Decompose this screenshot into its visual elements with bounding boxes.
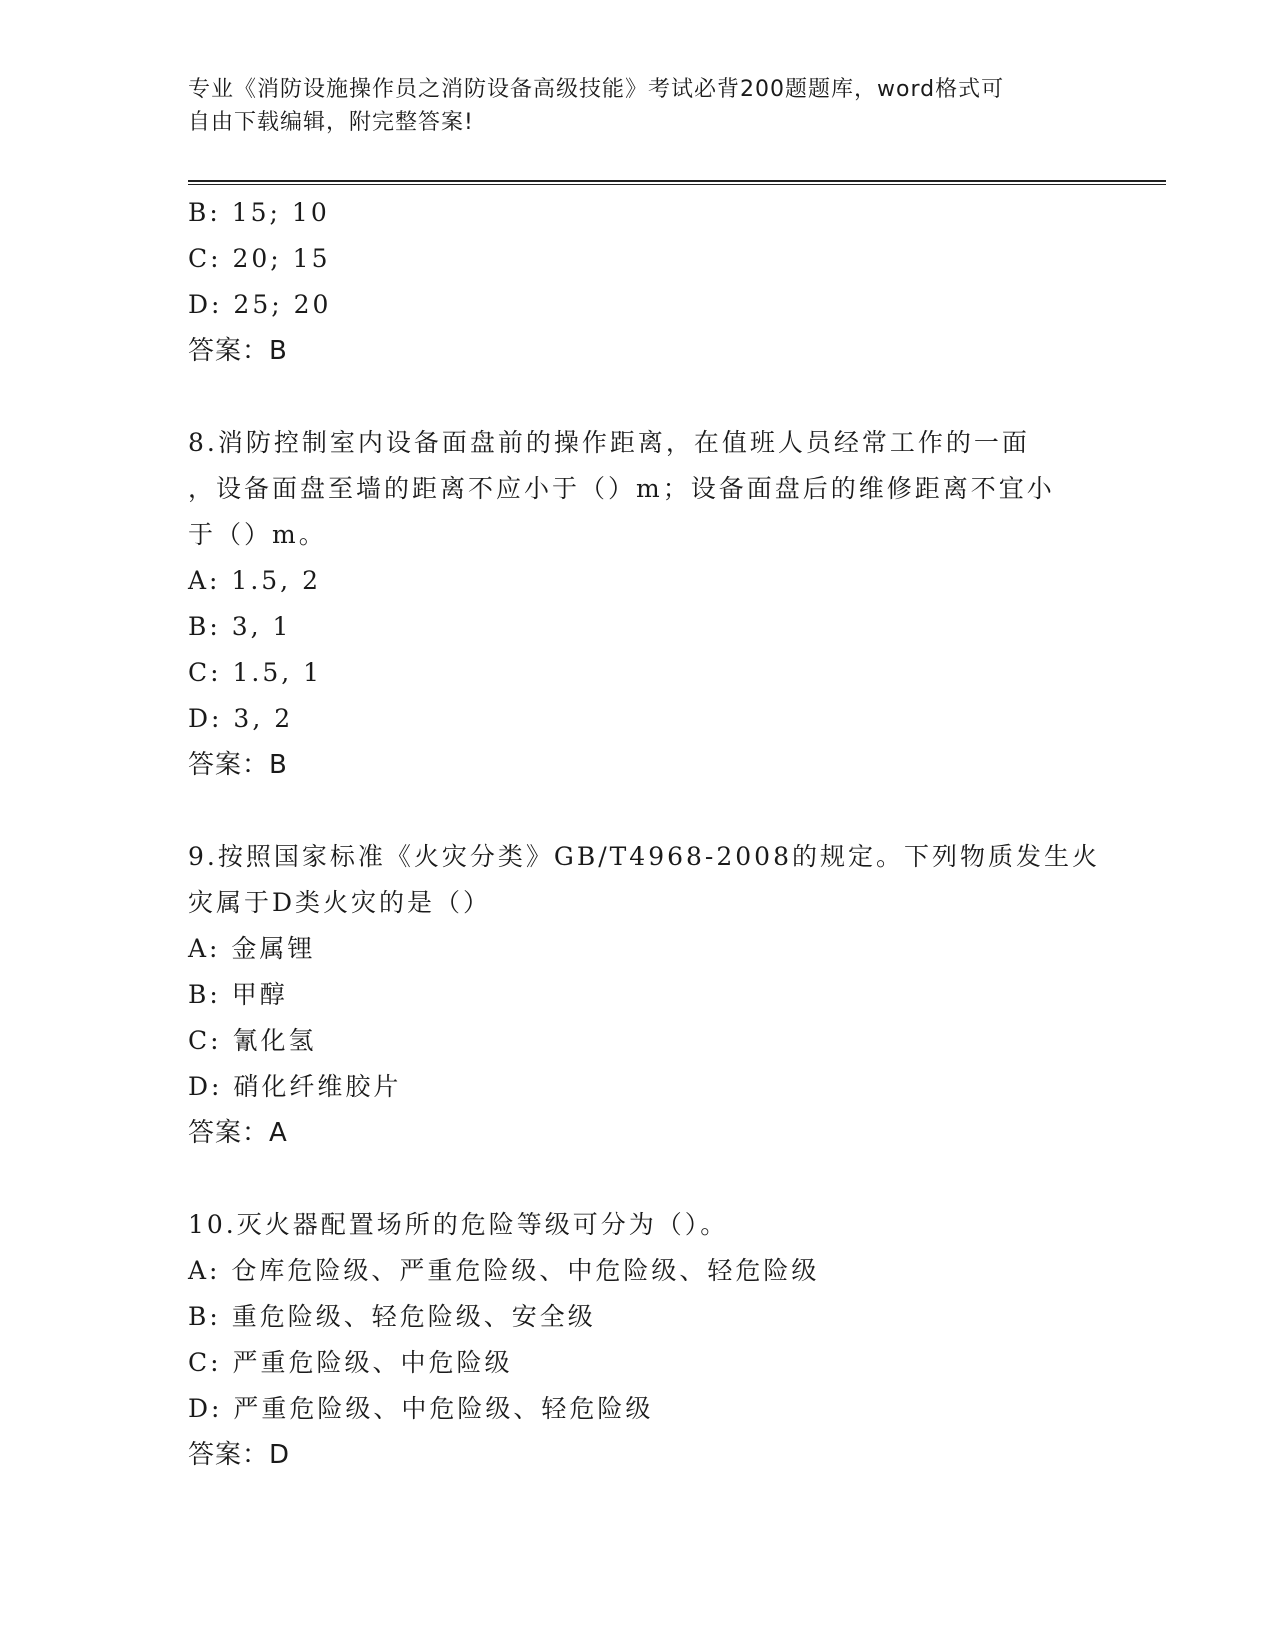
option-d: D: 硝化纤维胶片 <box>188 1072 402 1101</box>
option-b: B: 3, 1 <box>188 612 292 641</box>
question-text: 于（）m。 <box>188 520 327 549</box>
question-text: 10.灭火器配置场所的危险等级可分为（）。 <box>188 1210 729 1239</box>
answer-line: 答案：B <box>188 750 288 780</box>
option-b: B: 15; 10 <box>188 198 330 227</box>
option-b: B: 重危险级、轻危险级、安全级 <box>188 1302 596 1331</box>
option-d: D: 严重危险级、中危险级、轻危险级 <box>188 1394 654 1423</box>
question-block-10 <box>188 1202 1088 1478</box>
option-a: A: 仓库危险级、严重危险级、中危险级、轻危险级 <box>188 1256 820 1285</box>
question-text: ，设备面盘至墙的距离不应小于（）m；设备面盘后的维修距离不宜小 <box>188 474 1055 503</box>
option-d: D: 3, 2 <box>188 704 294 733</box>
question-block-9 <box>188 834 1100 1156</box>
header-divider-thick <box>188 180 1166 182</box>
option-b: B: 甲醇 <box>188 980 288 1009</box>
document-header <box>188 73 1088 139</box>
option-c: C: 20; 15 <box>188 244 331 273</box>
question-text: 9.按照国家标准《火灾分类》GB/T4968-2008的规定。下列物质发生火 <box>188 842 1100 871</box>
option-a: A: 1.5, 2 <box>188 566 321 595</box>
option-d: D: 25; 20 <box>188 290 332 319</box>
option-c: C: 严重危险级、中危险级 <box>188 1348 513 1377</box>
question-block-8 <box>188 420 1088 788</box>
question-list <box>188 190 1100 1478</box>
answer-line: 答案：B <box>188 336 288 366</box>
answer-line: 答案：D <box>188 1440 291 1470</box>
option-c: C: 1.5, 1 <box>188 658 323 687</box>
question-block-prev <box>188 190 1088 374</box>
option-c: C: 氰化氢 <box>188 1026 317 1055</box>
header-line-2: 自由下载编辑，附完整答案! <box>188 110 474 135</box>
spacer <box>188 374 1088 420</box>
option-a: A: 金属锂 <box>188 934 316 963</box>
spacer <box>188 1156 1088 1202</box>
header-divider-thin <box>188 184 1166 185</box>
answer-line: 答案：A <box>188 1118 288 1148</box>
question-text: 灾属于D类火灾的是（） <box>188 888 492 917</box>
header-line-1: 专业《消防设施操作员之消防设备高级技能》考试必背200题题库，word格式可 <box>188 77 1005 102</box>
spacer <box>188 788 1088 834</box>
question-text: 8.消防控制室内设备面盘前的操作距离，在值班人员经常工作的一面 <box>188 428 1030 457</box>
